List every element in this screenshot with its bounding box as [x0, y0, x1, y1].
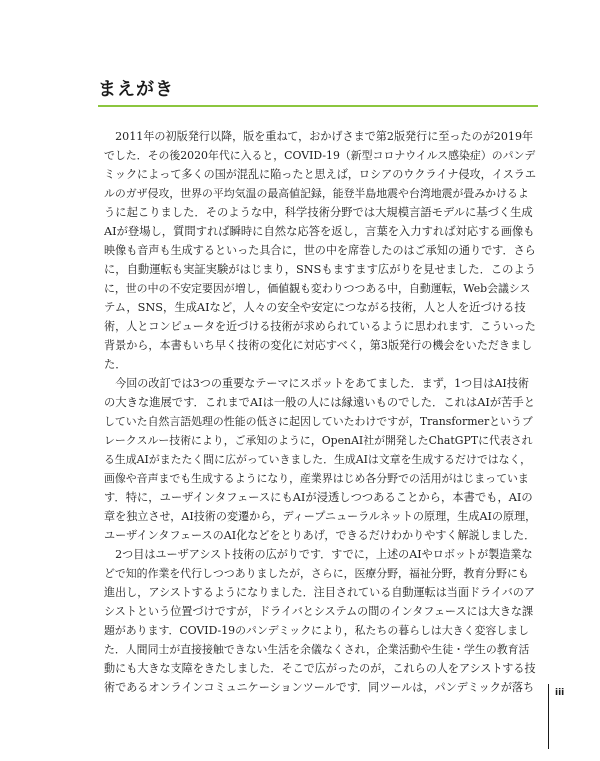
- text-line: レークスルー技術により，ご承知のように，OpenAI社が開発したChatGPTに代表され: [104, 434, 533, 447]
- page-number: iii: [555, 688, 565, 698]
- text-line: 2つ目はユーザアシスト技術の広がりです．すでに，上述のAIやロボットが製造業な: [104, 548, 533, 561]
- text-line: た．: [104, 358, 127, 371]
- text-line: た．人間同士が直接接触できない生活を余儀なくされ，企業活動や生徒・学生の教育活: [104, 643, 530, 656]
- text-line: 術，人とコンピュータを近づける技術が求められているように思われます．こういった: [104, 320, 536, 333]
- text-line: に，世の中の不安定要因が増し，価値観も変わりつつある中，自動運転，Web会議シス: [104, 282, 531, 295]
- text-line: AIが登場し，質問すれば瞬時に自然な応答を返し，言葉を入力すれば対応する画像も: [104, 225, 535, 238]
- text-line: 章を独立させ，AI技術の変遷から，ディープニューラルネットの原理，生成AIの原理，: [104, 510, 536, 523]
- text-line: 2011年の初版発行以降，版を重ねて，おかげさまで第2版発行に至ったのが2019年: [104, 130, 534, 143]
- heading-underline: [98, 105, 538, 107]
- text-line: の大きな進展です．これまでAIは一般の人には縁遠いものでした．これはAIが苦手と: [104, 396, 536, 409]
- text-line: でした．その後2020年代に入ると，COVID-19（新型コロナウイルス感染症）のパンデ: [104, 149, 536, 162]
- text-line: 映像も音声も生成するといった具合に，世の中を席巻したのはご承知の通りです．さら: [104, 244, 536, 257]
- text-line: 動にも大きな支障をきたしました．そこで広がったのが，これらの人をアシストする技: [104, 662, 536, 675]
- body-text: [104, 127, 536, 697]
- text-line: す．特に，ユーザインタフェースにもAIが浸透しつつあることから，本書でも，AIの: [104, 491, 533, 504]
- text-line: シストという位置づけですが，ドライバとシステムの間のインタフェースには大きな課: [104, 605, 534, 618]
- text-line: ミックによって多くの国が混乱に陥ったと思えば，ロシアのウクライナ侵攻，イスラエ: [104, 168, 536, 181]
- text-line: 題があります．COVID-19のパンデミックにより，私たちの暮らしは大きく変容しまし: [104, 624, 529, 637]
- text-line: ユーザインタフェースのAI化などをとりあげ，できるだけわかりやすく解説しました．: [104, 529, 536, 542]
- text-line: どで知的作業を代行しつつありましたが，さらに，医療分野，福祉分野，教育分野にも: [104, 567, 529, 580]
- text-line: 背景から，本書もいち早く技術の変化に対応すべく，第3版発行の機会をいただきまし: [104, 339, 533, 352]
- text-line: 術であるオンラインコミュニケーションツールです．同ツールは，パンデミックが落ち: [104, 681, 535, 694]
- text-line: していた自然言語処理の性能の低さに起因していたわけですが，Transformerというブ: [104, 415, 533, 428]
- page-number-bar: [548, 684, 549, 749]
- text-line: 画像や音声までも生成するようになり，産業界はじめ各分野での活用がはじまっていま: [104, 472, 529, 485]
- section-heading: まえがき: [98, 79, 174, 100]
- text-line: ルのガザ侵攻，世界の平均気温の最高値記録，能登半島地震や台湾地震が畳みかけるよ: [104, 187, 529, 200]
- text-line: テム，SNS，生成AIなど，人々の安全や安定につながる技術，人と人を近づける技: [104, 301, 526, 314]
- text-line: 今回の改訂では3つの重要なテーマにスポットをあてました．まず，1つ目はAI技術: [104, 377, 530, 390]
- text-line: に，自動運転も実証実験がはじまり，SNSもますます広がりを見せました．このよう: [104, 263, 536, 276]
- text-line: うに起こりました．そのような中，科学技術分野では大規模言語モデルに基づく生成: [104, 206, 533, 219]
- text-line: 進出し，アシストするようになりました．注目されている自動運転は当面ドライバのア: [104, 586, 535, 599]
- text-line: る生成AIがまたたく間に広がっていきました．生成AIは文章を生成するだけではなく，: [104, 453, 532, 466]
